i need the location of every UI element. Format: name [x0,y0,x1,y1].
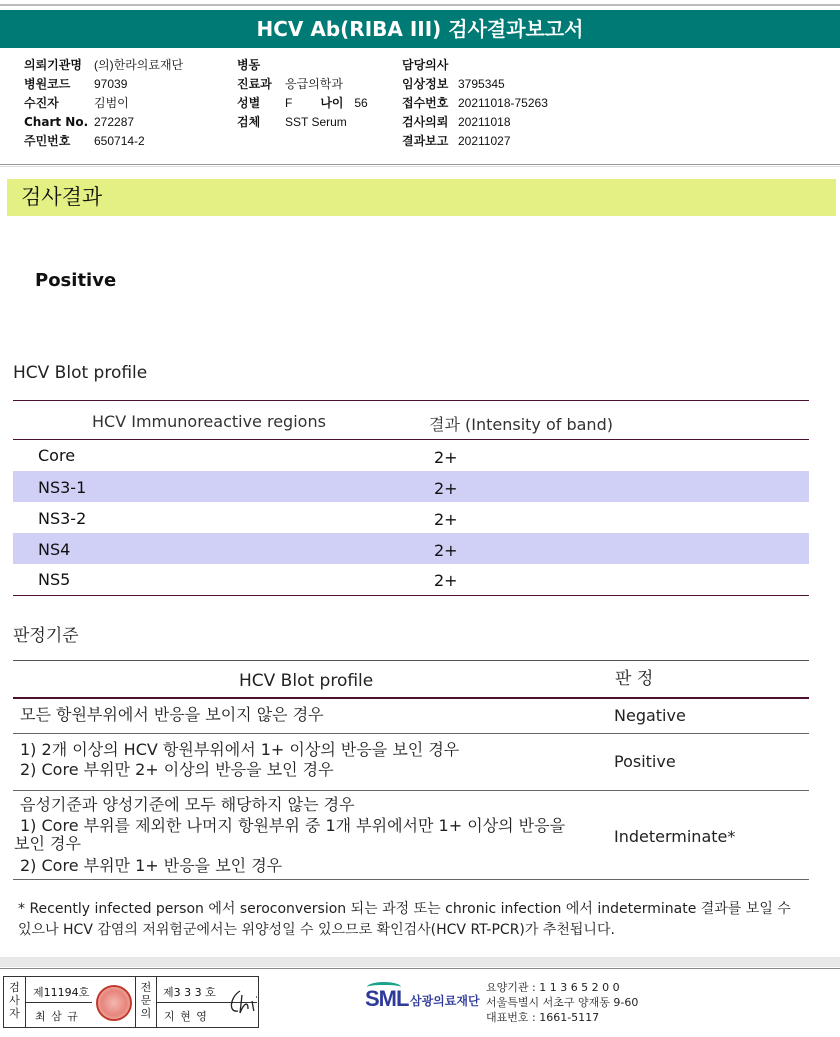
tester-name: 최 삼 규 [35,1010,79,1023]
table-rule [13,660,809,661]
info-value: 김범이 [94,96,129,110]
table-rule [13,879,809,880]
info-label: 나이 [320,96,344,110]
company-info [486,980,638,1025]
info-label: 접수번호 [402,96,449,110]
patient-info-left [24,56,183,151]
criteria-text: 보인 경우 [14,834,81,853]
info-value: 응급의학과 [285,77,343,91]
criteria-text: 2) Core 부위만 1+ 반응을 보인 경우 [20,856,283,875]
info-label: 병원코드 [24,77,71,91]
section-title: 검사결과 [7,179,836,216]
criteria-text: 2) Core 부위만 2+ 이상의 반응을 보인 경우 [20,760,334,779]
info-label: 결과보고 [402,134,449,148]
org-code: 요양기관 : 1 1 3 6 5 2 0 0 [486,981,620,994]
footer-divider [0,968,840,969]
info-value: F [285,96,293,110]
footnote-line: 있으나 HCV 감염의 저위험군에서는 위양성일 수 있으므로 확인검사(HCV RT-PCR)가 추천됩니다. [18,922,615,938]
info-value: 20211018 [458,115,511,129]
region-cell: Core [38,446,76,465]
info-row [402,132,548,151]
blot-heading: HCV Blot profile [13,363,148,383]
test-result: Positive [35,270,117,291]
tester-label [4,977,26,1027]
info-row [24,113,183,132]
info-label: 담당의사 [402,58,449,72]
column-header: HCV Immunoreactive regions [92,412,326,431]
info-row [237,56,368,75]
footnote [18,899,818,941]
info-value: 20211018-75263 [458,96,548,110]
signature-box [3,976,259,1028]
table-rule [13,790,809,791]
intensity-cell: 2+ [434,510,458,529]
info-row [402,94,548,113]
intensity-cell: 2+ [434,541,458,560]
info-label: 의뢰기관명 [24,58,82,72]
table-rule [13,697,809,699]
table-rule [13,733,809,734]
criteria-judgement: Negative [614,706,686,725]
info-label: 주민번호 [24,134,71,148]
table-row [13,533,809,564]
address: 서울특별시 서초구 양재동 9-60 [486,996,639,1009]
info-value: 272287 [94,115,135,129]
info-label: 진료과 [237,77,272,91]
info-value: 3795345 [458,77,505,91]
region-cell: NS3-2 [38,509,87,528]
info-label: 임상정보 [402,77,449,91]
intensity-cell: 2+ [434,571,458,590]
info-row [402,113,548,132]
table-rule [13,439,809,440]
phone: 대표번호 : 1661-5117 [486,1011,600,1024]
header-divider [0,164,840,165]
region-cell: NS3-1 [38,478,87,497]
criteria-judgement: Indeterminate* [614,827,736,846]
table-row [13,441,809,471]
info-value: 56 [354,96,368,110]
table-row [13,502,809,533]
criteria-text: 1) Core 부위를 제외한 나머지 항원부위 중 1개 부위에서만 1+ 이상의 반응을 [20,816,566,835]
logo-name: 삼광의료재단 [410,994,480,1008]
criteria-text: 모든 항원부위에서 반응을 보이지 않은 경우 [20,705,324,724]
info-value: 650714-2 [94,134,145,148]
info-row [24,132,183,151]
report-title: HCV Ab(RIBA III) 검사결과보고서 [0,10,840,48]
info-label: 검사의뢰 [402,115,449,129]
info-label: 성별 [237,96,261,110]
table-row [13,471,809,502]
info-row [24,94,183,113]
criteria-judgement: Positive [614,752,676,771]
official-seal-icon [96,985,132,1021]
info-row [237,94,368,113]
criteria-heading: 판정기준 [13,626,79,646]
info-value: SST Serum [285,115,347,129]
criteria-table [13,660,809,880]
criteria-text: 1) 2개 이상의 HCV 항원부위에서 1+ 이상의 반응을 보인 경우 [20,740,460,759]
intensity-cell: 2+ [434,448,458,467]
info-label: 수진자 [24,96,59,110]
region-cell: NS4 [38,540,71,559]
specialist-label [135,977,157,1027]
box-rule [26,1002,92,1003]
info-row [402,56,548,75]
logo-mark: SML [365,986,409,1011]
info-row [237,75,368,94]
footnote-line: * Recently infected person 에서 seroconversion 되는 과정 또는 chronic infection 에서 indeterminate 결과를 보일 수 [18,901,791,917]
info-label: 병동 [237,58,261,72]
signature-icon [226,987,260,1017]
footer-band [0,957,840,967]
table-header [13,401,809,439]
tester-label-text: 검사자 [9,981,20,1020]
patient-info-middle [237,56,368,132]
table-rule [13,595,809,596]
table-row [13,564,809,595]
info-row [24,56,183,75]
info-label: Chart No. [24,115,89,129]
info-value: 97039 [94,77,128,91]
info-row [402,75,548,94]
specialist-label-text: 전문의 [140,981,152,1020]
top-divider [0,4,840,6]
tester-license: 제11194호 [33,986,90,999]
header-divider [0,166,840,167]
specialist-name: 지 현 영 [164,1010,208,1023]
info-row [24,75,183,94]
specialist-license: 제3 3 3 호 [163,986,216,999]
column-header: HCV Blot profile [239,671,374,691]
info-value: (의)한라의료재단 [94,58,184,72]
info-label: 검체 [237,115,261,129]
patient-info-right [402,56,548,151]
column-header: 결과 (Intensity of band) [429,415,613,434]
info-value: 20211027 [458,134,511,148]
intensity-cell: 2+ [434,479,458,498]
info-row [237,113,368,132]
region-cell: NS5 [38,570,71,589]
blot-table [13,400,809,596]
column-header: 판 정 [615,669,654,689]
criteria-text: 음성기준과 양성기준에 모두 해당하지 않는 경우 [20,795,355,814]
